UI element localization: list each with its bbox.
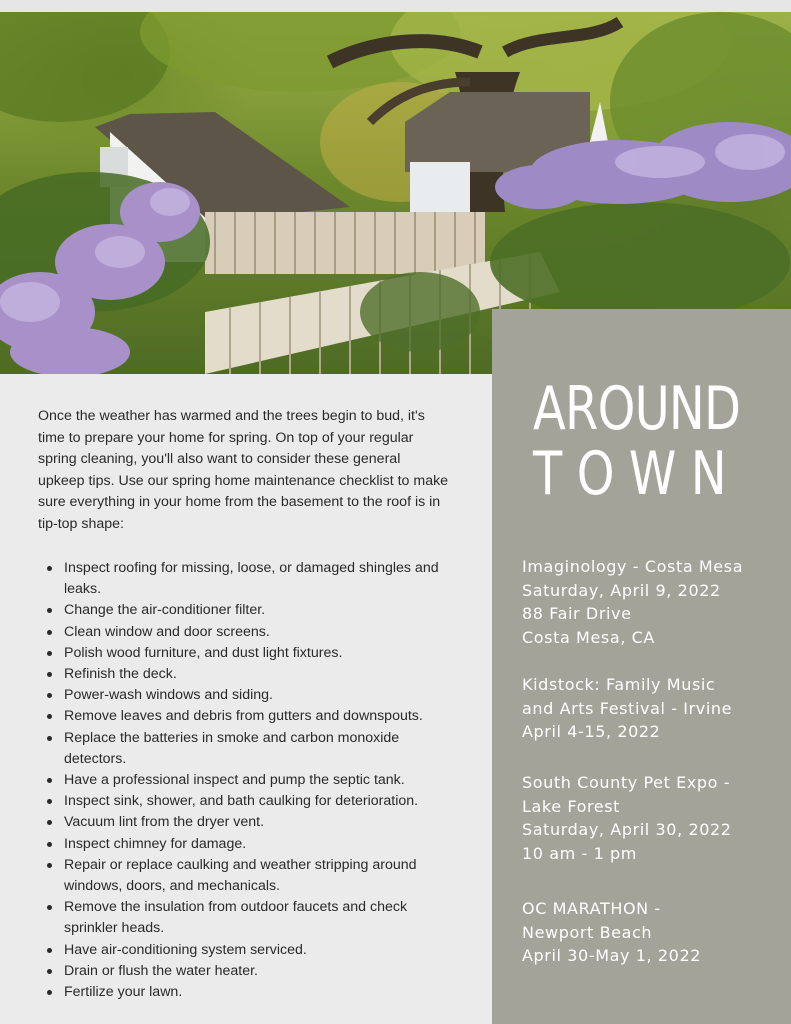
checklist-item	[38, 791, 478, 812]
bullet-icon	[47, 990, 52, 995]
checklist-item-text: Refinish the deck.	[64, 666, 177, 683]
event-line: Saturday, April 30, 2022	[522, 820, 732, 839]
checklist-item	[38, 855, 478, 897]
intro-line: time to prepare your home for spring. On top of your regular	[38, 429, 414, 446]
checklist-item	[38, 982, 478, 1003]
event-pet-expo	[522, 771, 784, 865]
bullet-icon	[47, 672, 52, 677]
intro-line: spring cleaning, you'll also want to consider these general	[38, 451, 401, 468]
event-line: and Arts Festival - Irvine	[522, 698, 733, 718]
bullet-icon	[47, 969, 52, 974]
intro-line: tip-top shape:	[38, 515, 124, 532]
bullet-icon	[47, 566, 52, 571]
around-town-heading-line2: TOWN	[533, 439, 742, 509]
event-line: South County Pet Expo -	[522, 773, 731, 792]
bullet-icon	[47, 799, 52, 804]
event-line: Newport Beach	[522, 922, 653, 942]
event-line: April 4-15, 2022	[522, 722, 661, 741]
checklist-item-text: Change the air-conditioner filter.	[64, 602, 266, 619]
checklist-item	[38, 728, 478, 770]
event-line: Kidstock: Family Music	[522, 675, 716, 694]
bullet-icon	[47, 630, 52, 635]
bullet-icon	[47, 608, 52, 613]
bullet-icon	[47, 778, 52, 783]
checklist-item	[38, 622, 478, 643]
event-oc-marathon	[522, 897, 784, 968]
checklist-item-text: detectors.	[64, 750, 127, 767]
checklist-item-text: Have air-conditioning system serviced.	[64, 941, 307, 958]
intro-line: Once the weather has warmed and the trees begin to bud, it's	[38, 408, 425, 424]
event-line: Imaginology - Costa Mesa	[522, 557, 744, 576]
event-line: 10 am - 1 pm	[522, 843, 637, 863]
checklist-item	[38, 664, 478, 685]
checklist-item	[38, 706, 478, 727]
event-line: Costa Mesa, CA	[522, 627, 655, 647]
event-kidstock	[522, 673, 784, 744]
bullet-icon	[47, 842, 52, 847]
bullet-icon	[47, 693, 52, 698]
bullet-icon	[47, 905, 52, 910]
intro-line: upkeep tips. Use our spring home maintenance checklist to make	[38, 472, 449, 489]
bullet-icon	[47, 714, 52, 719]
event-line: April 30-May 1, 2022	[522, 946, 702, 965]
checklist-item-text: Fertilize your lawn.	[64, 984, 183, 1001]
checklist-item	[38, 685, 478, 706]
checklist-item-text: leaks.	[64, 581, 102, 598]
checklist-item	[38, 834, 478, 855]
checklist-item-text: Remove the insulation from outdoor faucets and check	[64, 899, 408, 916]
event-line: Lake Forest	[522, 796, 621, 816]
intro-line: sure everything in your home from the basement to the roof is in	[38, 494, 441, 511]
checklist-item-text: Inspect sink, shower, and bath caulking for deterioration.	[64, 793, 419, 810]
checklist-item-text: Inspect roofing for missing, loose, or damaged shingles and	[64, 560, 439, 576]
checklist-item	[38, 770, 478, 791]
event-line: OC MARATHON -	[522, 899, 661, 918]
checklist-item	[38, 812, 478, 833]
bullet-icon	[47, 736, 52, 741]
checklist-item-text: Remove leaves and debris from gutters and downspouts.	[64, 708, 423, 725]
checklist-item	[38, 600, 478, 621]
checklist-item	[38, 961, 478, 982]
checklist-item	[38, 940, 478, 961]
event-imaginology	[522, 555, 784, 649]
checklist-item-text: Clean window and door screens.	[64, 623, 270, 640]
checklist-item-text: Power-wash windows and siding.	[64, 687, 273, 704]
bullet-icon	[47, 651, 52, 656]
checklist-item-text: Replace the batteries in smoke and carbon monoxide	[64, 729, 400, 746]
checklist-item-text: Have a professional inspect and pump the septic tank.	[64, 772, 405, 789]
around-town-heading-line1: AROUND	[533, 374, 741, 444]
bullet-icon	[47, 820, 52, 825]
bullet-icon	[47, 948, 52, 953]
checklist-item-text: Vacuum lint from the dryer vent.	[64, 814, 265, 831]
checklist-item	[38, 643, 478, 664]
maintenance-checklist	[38, 558, 478, 1003]
checklist-item-text: Polish wood furniture, and dust light fixtures.	[64, 644, 343, 661]
checklist-item-text: Inspect chimney for damage.	[64, 835, 247, 852]
top-strip	[0, 0, 791, 12]
checklist-item-text: sprinkler heads.	[64, 920, 165, 937]
checklist-item	[38, 558, 478, 600]
event-line: Saturday, April 9, 2022	[522, 580, 721, 600]
checklist-item	[38, 897, 478, 939]
checklist-item-text: windows, doors, and mechanicals.	[64, 878, 281, 895]
intro-paragraph	[38, 406, 478, 536]
event-line: 88 Fair Drive	[522, 604, 632, 623]
checklist-item-text: Repair or replace caulking and weather stripping around	[64, 856, 417, 873]
checklist-item-text: Drain or flush the water heater.	[64, 962, 258, 979]
bullet-icon	[47, 863, 52, 868]
